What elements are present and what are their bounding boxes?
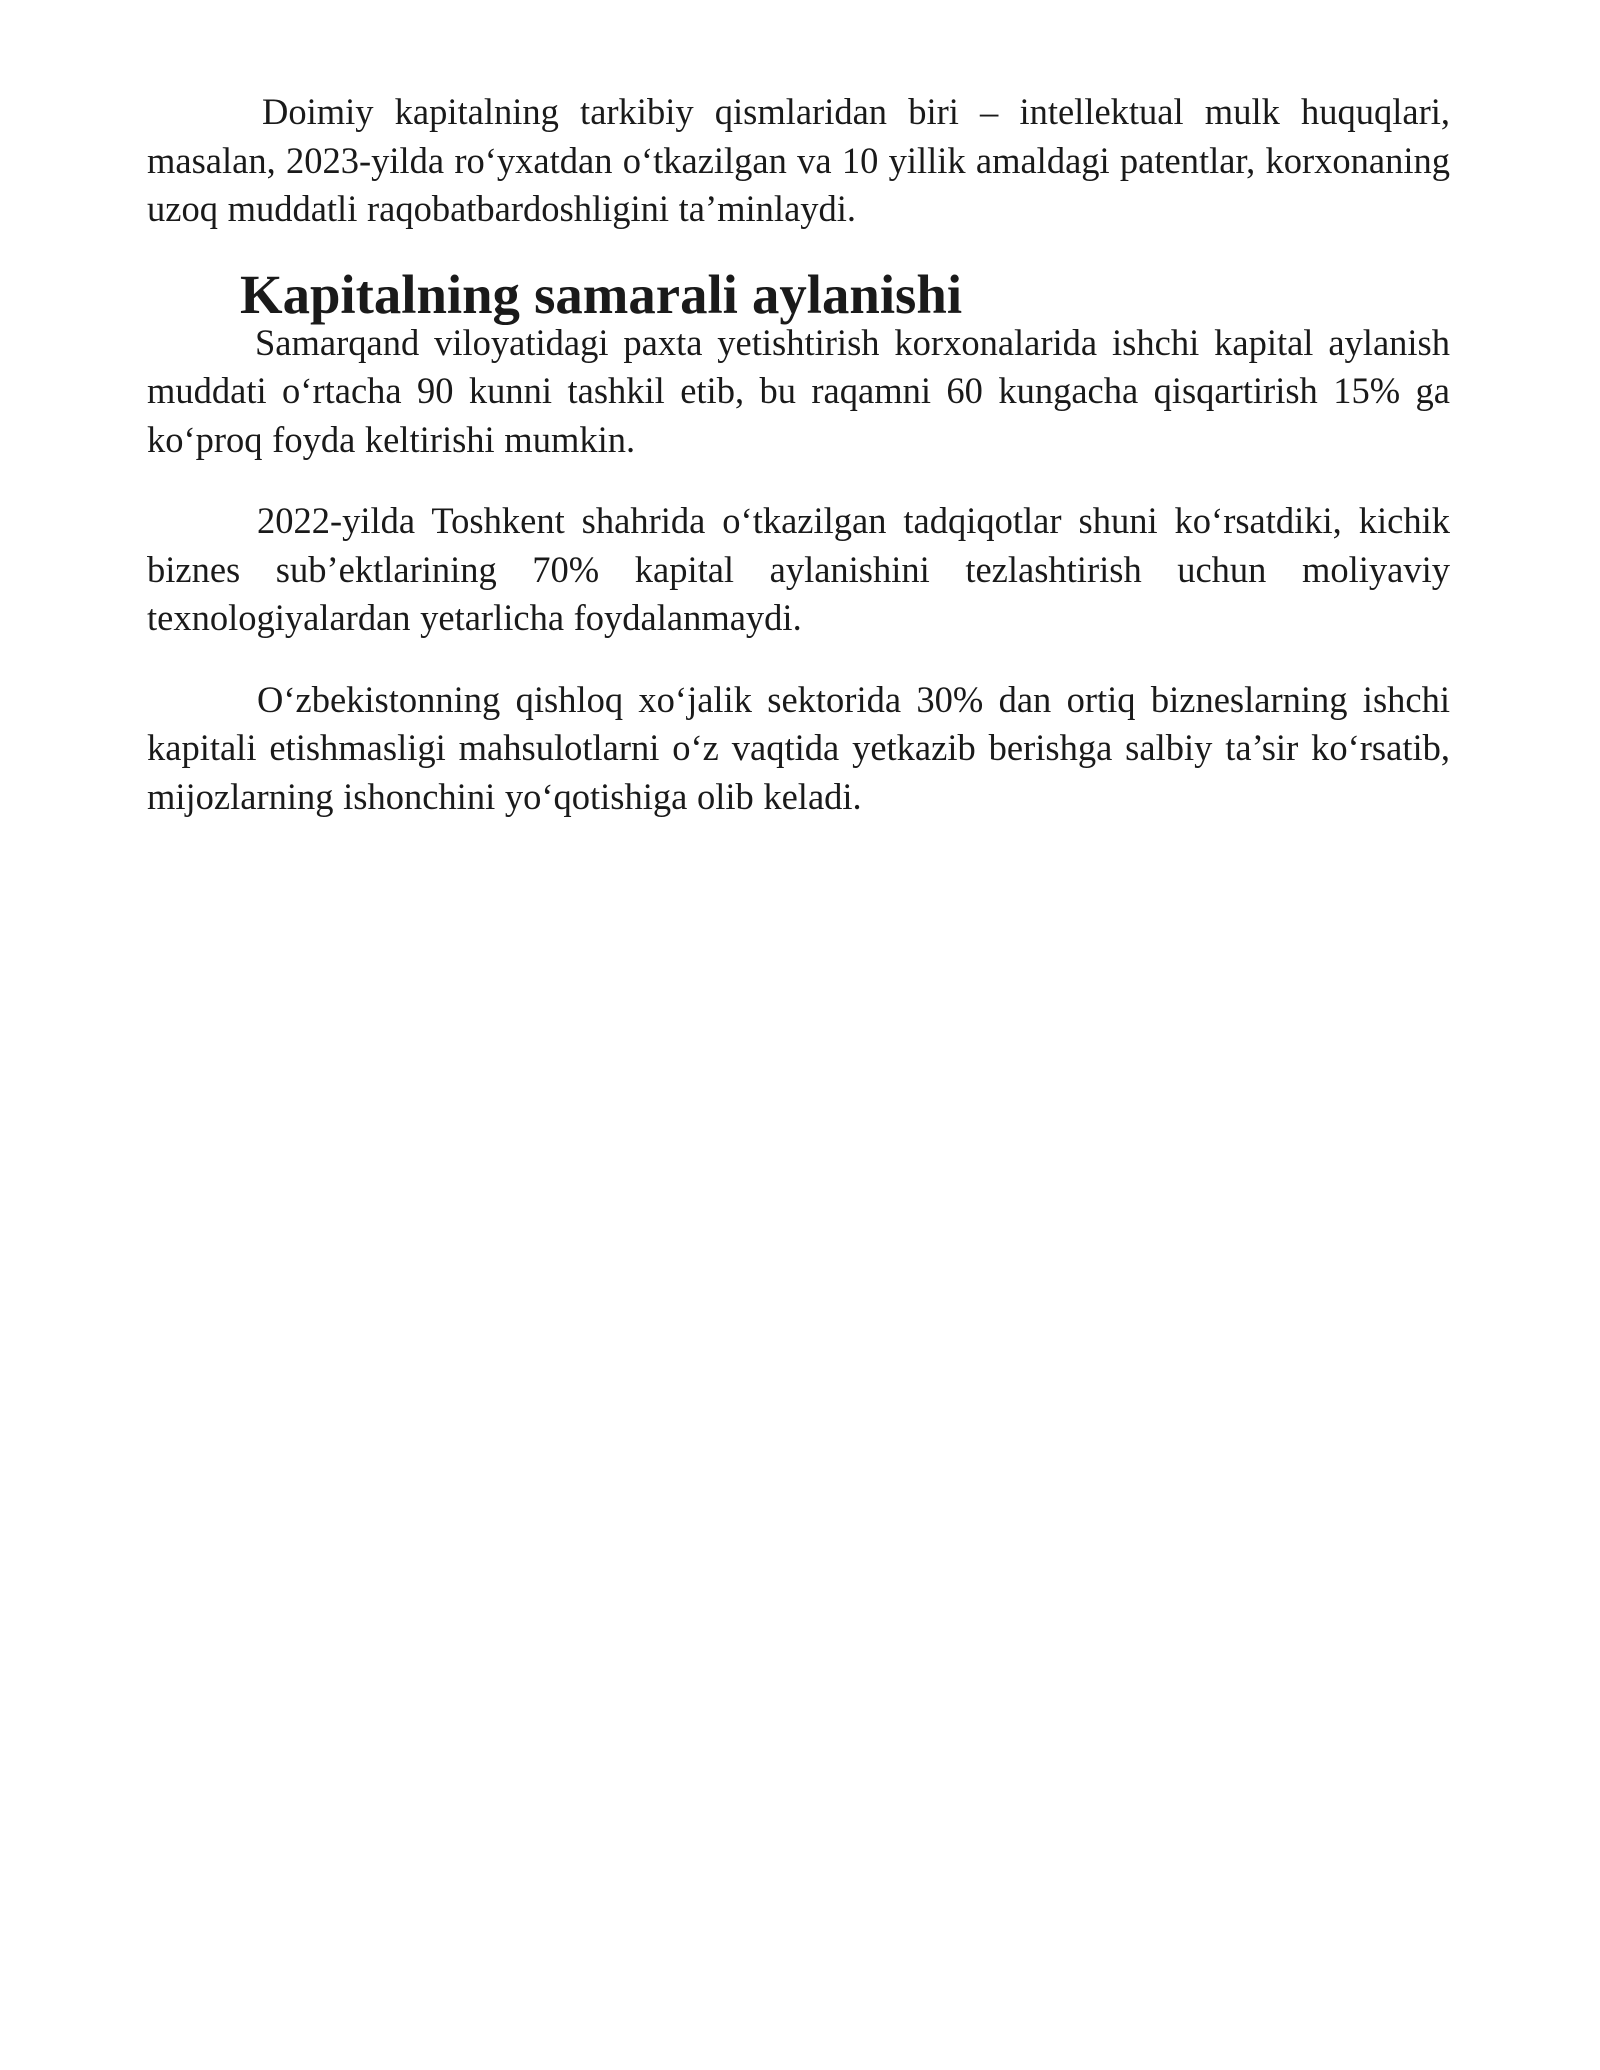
spacer (147, 464, 1450, 497)
document-body (147, 88, 1450, 821)
paragraph-toshkent: 2022-yilda Toshkent shahrida o‘tkazilgan tadqiqotlar shuni ko‘rsatdiki, kichik biznes sub’ektlarining 70% kapital aylanishini tezlashtirish uchun moliyaviy texnologiyalardan yetarlicha foydalanmaydi. (147, 500, 1450, 638)
paragraph-agriculture: O‘zbekistonning qishloq xo‘jalik sektorida 30% dan ortiq bizneslarning ishchi kapitali etishmasligi mahsulotlarni o‘z vaqtida yetkazib berishga salbiy ta’sir ko‘rsatib, mijozlarning ishonchini yo‘qotishiga olib keladi. (147, 678, 1450, 817)
spacer (147, 643, 1450, 676)
section-heading: Kapitalning samarali aylanishi (240, 263, 963, 325)
paragraph-samarqand: Samarqand viloyatidagi paxta yetishtirish korxonalarida ishchi kapital aylanish muddati o‘rtacha 90 kunni tashkil etib, bu raqamni 60 kungacha qisqartirish 15% ga ko‘proq foyda keltirishi mumkin. (147, 321, 1450, 460)
paragraph-intellectual-property: Doimiy kapitalning tarkibiy qismlaridan biri – intellektual mulk huquqlari, masalan, 2023-yilda ro‘yxatdan o‘tkazilgan va 10 yillik amaldagi patentlar, korxonaning uzoq muddatli raqobatbardoshligini ta’minlaydi. (147, 91, 1450, 229)
